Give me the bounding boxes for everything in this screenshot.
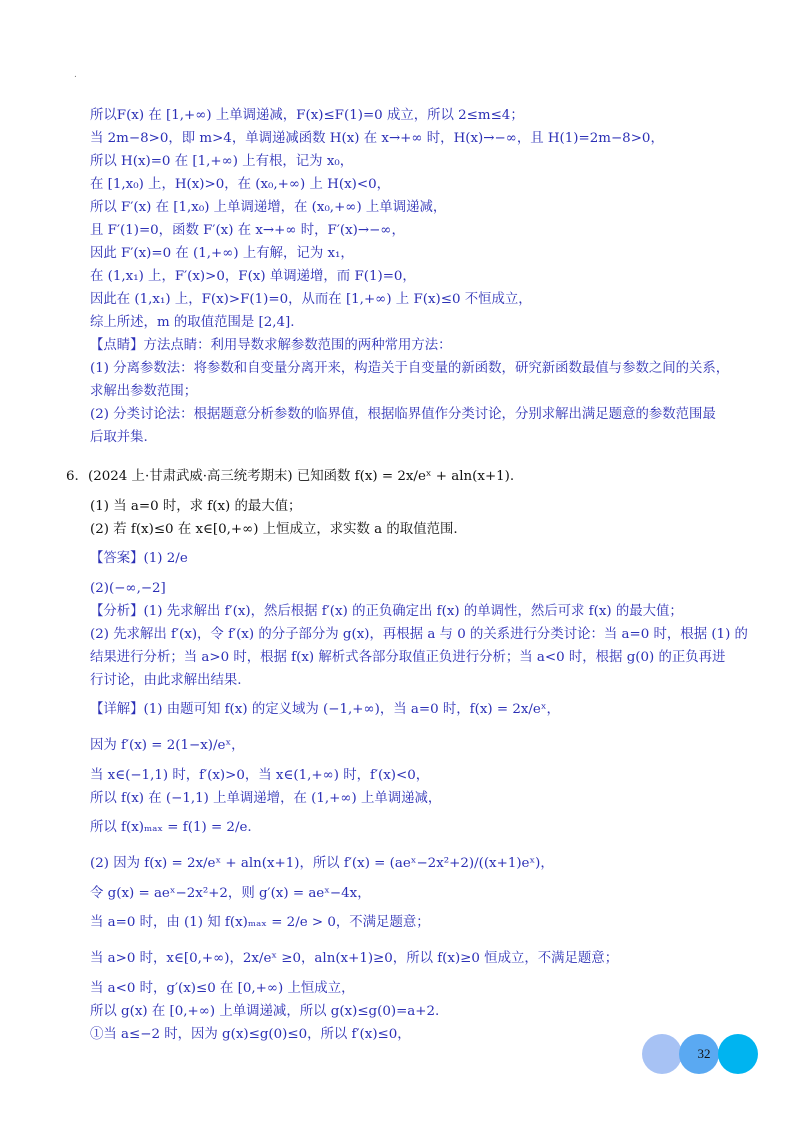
tip-heading: 【点睛】方法点睛：利用导数求解参数范围的两种常用方法： — [90, 338, 452, 353]
footer-circle-decoration — [718, 1034, 758, 1074]
answer-line: 【答案】(1) 2/e — [90, 551, 188, 566]
text-line: 在 [1,x₀) 上，H(x)>0，在 (x₀,+∞) 上 H(x)<0， — [90, 177, 390, 192]
text-line: 当 2m−8>0，即 m>4，单调递减函数 H(x) 在 x→+∞ 时，H(x)→−∞，且 H(1)=2m−8>0， — [90, 131, 664, 146]
text-line: 当 a=0 时，由 (1) 知 f(x)ₘₐₓ = 2/e > 0，不满足题意； — [90, 915, 430, 930]
text-line: 求解出参数范围； — [90, 384, 198, 399]
text-line: 且 F′(1)=0，函数 F′(x) 在 x→+∞ 时，F′(x)→−∞， — [90, 223, 405, 238]
text-line: 所以F(x) 在 [1,+∞) 上单调递减，F(x)≤F(1)=0 成立，所以 2≤m≤4； — [90, 108, 524, 123]
question-stem-text: (2024 上·甘肃武威·高三统考期末) 已知函数 f(x) = 2x/eˣ + aln(x+1). — [88, 469, 515, 484]
page-content — [66, 104, 746, 1046]
text-line: 当 a>0 时，x∈[0,+∞)，2x/eˣ ≥0，aln(x+1)≥0，所以 f(x)≥0 恒成立，不满足题意； — [90, 951, 619, 966]
text-line: 所以 f(x)ₘₐₓ = f(1) = 2/e. — [90, 820, 252, 835]
text-line: 当 x∈(−1,1) 时，f′(x)>0，当 x∈(1,+∞) 时，f′(x)<0， — [90, 768, 430, 783]
text-line: 在 (1,x₁) 上，F′(x)>0，F(x) 单调递增，而 F(1)=0， — [90, 269, 416, 284]
text-line: 所以 H(x)=0 在 [1,+∞) 上有根，记为 x₀， — [90, 154, 354, 169]
question-number: 6. — [66, 469, 79, 484]
text-line: 当 a<0 时，g′(x)≤0 在 [0,+∞) 上恒成立， — [90, 981, 355, 996]
page-number: 32 — [697, 1046, 711, 1061]
text-line: 结果进行分析；当 a>0 时，根据 f(x) 解析式各部分取值正负进行分析；当 a<0 时，根据 g(0) 的正负再进 — [90, 650, 726, 665]
text-line: 行讨论，由此求解出结果. — [90, 673, 242, 688]
text-line: 因此在 (1,x₁) 上，F(x)>F(1)=0，从而在 [1,+∞) 上 F(x)≤0 不恒成立， — [90, 292, 532, 307]
text-line: (2) 先求解出 f′(x)，令 f′(x) 的分子部分为 g(x)，再根据 a 与 0 的关系进行分类讨论：当 a=0 时，根据 (1) 的 — [90, 627, 748, 642]
question-stem — [66, 459, 746, 495]
text-line: 后取并集. — [90, 430, 148, 445]
text-line: (1) 分离参数法：将参数和自变量分离开来，构造关于自变量的新函数，研究新函数最值与参数之间的关系， — [90, 361, 730, 376]
text-line: 综上所述，m 的取值范围是 [2,4]. — [90, 315, 295, 330]
analysis-line: 【分析】(1) 先求解出 f′(x)，然后根据 f′(x) 的正负确定出 f(x) 的单调性，然后可求 f(x) 的最大值； — [90, 604, 683, 619]
header-mark: . — [74, 70, 77, 80]
text-line: 令 g(x) = aeˣ−2x²+2，则 g′(x) = aeˣ−4x， — [90, 886, 371, 901]
question-part: (2) 若 f(x)≤0 在 x∈[0,+∞) 上恒成立，求实数 a 的取值范围. — [90, 522, 458, 537]
text-line: 因为 f′(x) = 2(1−x)/eˣ， — [90, 738, 245, 753]
text-line: (2)(−∞,−2] — [90, 581, 166, 596]
question-part: (1) 当 a=0 时，求 f(x) 的最大值； — [90, 499, 302, 514]
text-line: ①当 a≤−2 时，因为 g(x)≤g(0)≤0，所以 f′(x)≤0， — [90, 1027, 411, 1042]
text-line: 所以 f(x) 在 (−1,1) 上单调递增，在 (1,+∞) 上单调递减， — [90, 791, 442, 806]
text-line: (2) 因为 f(x) = 2x/eˣ + aln(x+1)，所以 f′(x) = (aeˣ−2x²+2)/((x+1)eˣ)， — [90, 856, 554, 871]
text-line: 所以 F′(x) 在 [1,x₀) 上单调递增，在 (x₀,+∞) 上单调递减， — [90, 200, 447, 215]
footer-circle-decoration — [642, 1034, 682, 1074]
detail-line: 【详解】(1) 由题可知 f(x) 的定义域为 (−1,+∞)，当 a=0 时，f(x) = 2x/eˣ， — [90, 702, 560, 717]
text-line: (2) 分类讨论法：根据题意分析参数的临界值，根据临界值作分类讨论，分别求解出满足题意的参数范围最 — [90, 407, 716, 422]
text-line: 因此 F′(x)=0 在 (1,+∞) 上有解，记为 x₁， — [90, 246, 354, 261]
text-line: 所以 g(x) 在 [0,+∞) 上单调递减，所以 g(x)≤g(0)=a+2. — [90, 1004, 440, 1019]
page-footer — [642, 1034, 758, 1074]
